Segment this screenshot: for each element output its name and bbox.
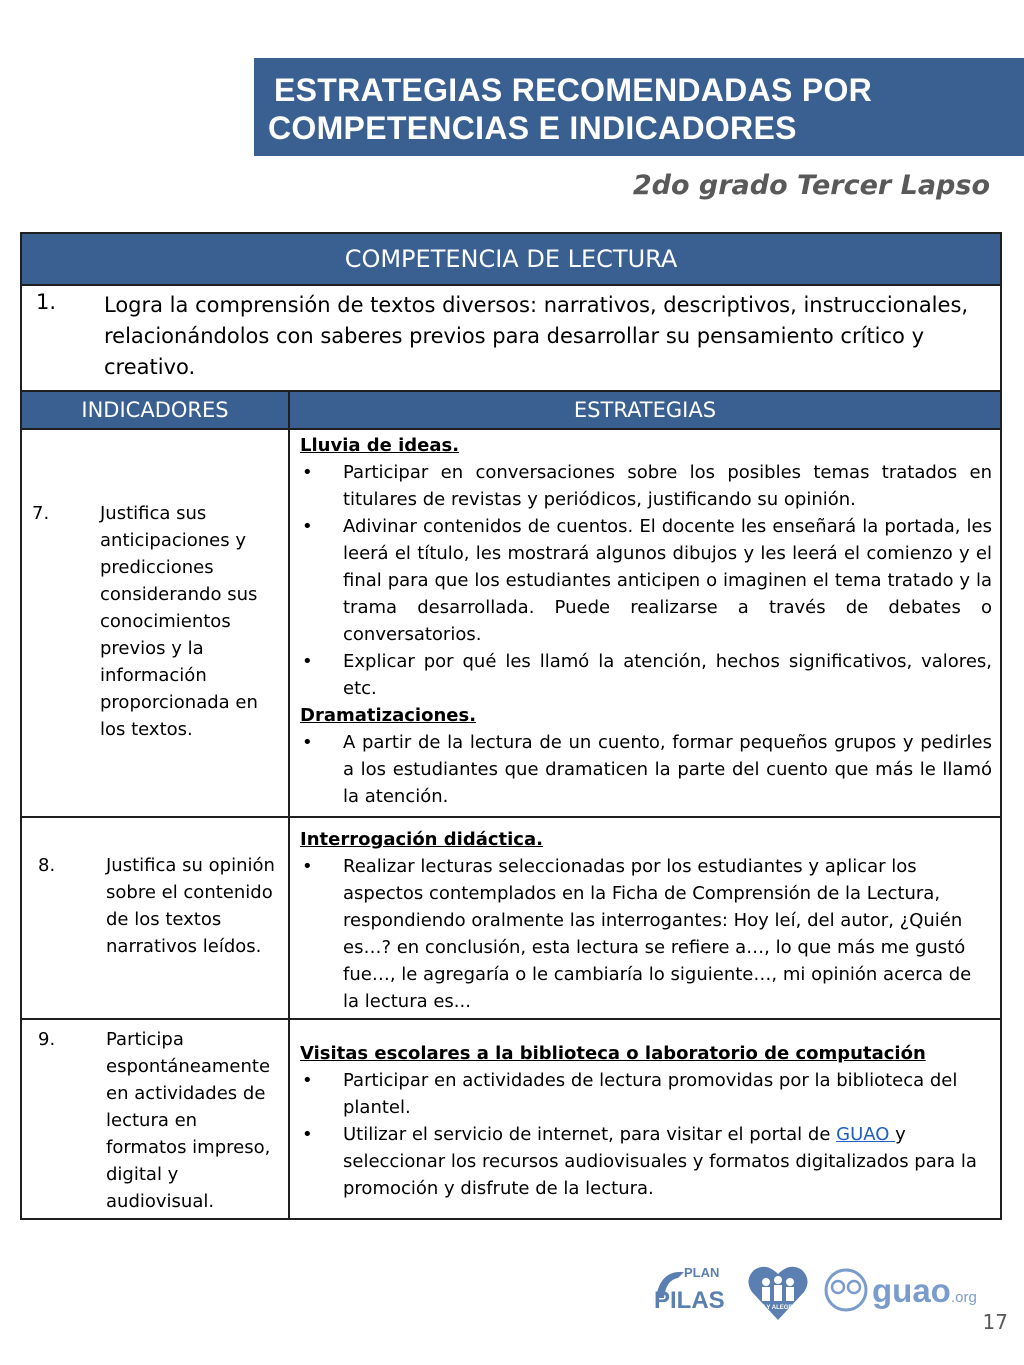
title-line-1: ESTRATEGIAS RECOMENDADAS POR bbox=[274, 72, 873, 108]
competence-text: Logra la comprensión de textos diversos: narrativos, descriptivos, instruccionales, relacionándolos con saberes previos para desarrollar su pensamiento crítico y creativo. bbox=[104, 293, 969, 379]
plan-pilas-logo bbox=[654, 1265, 725, 1314]
strategy-heading: Dramatizaciones. bbox=[300, 705, 477, 726]
indicator-text: Justifica su opinión sobre el contenido de los textos narrativos leídos. bbox=[106, 855, 275, 957]
bullet-text: y seleccionar los recursos audiovisuales y formatos digitalizados para la promoción y disfrute de la lectura. bbox=[343, 1124, 977, 1199]
guao-logo bbox=[826, 1270, 977, 1310]
strategy-cell bbox=[300, 1040, 992, 1202]
column-header-indicadores: INDICADORES bbox=[81, 398, 229, 422]
page-number: 17 bbox=[982, 1310, 1008, 1334]
strategy-bullet: • A partir de la lectura de un cuento, formar pequeños grupos y pedirles a los estudiantes que dramaticen la parte del cuento que más le llamó la atención. bbox=[300, 729, 992, 810]
guao-link[interactable]: GUAO bbox=[836, 1124, 896, 1145]
plan-label: PLAN bbox=[684, 1265, 720, 1280]
pilas-label: PILAS bbox=[654, 1287, 725, 1314]
partner-logos bbox=[650, 1262, 1000, 1322]
title-banner bbox=[254, 58, 1024, 156]
row-divider bbox=[22, 816, 1000, 818]
column-header-estrategias: ESTRATEGIAS bbox=[573, 398, 717, 422]
strategy-heading: Lluvia de ideas. bbox=[300, 435, 460, 456]
indicator-number: 7. bbox=[32, 503, 50, 524]
guao-suffix: .org bbox=[951, 1289, 977, 1306]
competence-table bbox=[20, 232, 1002, 1220]
guao-label: guao bbox=[872, 1272, 951, 1309]
row-divider bbox=[22, 1018, 1000, 1020]
strategy-heading: Visitas escolares a la biblioteca o laboratorio de computación bbox=[300, 1043, 926, 1064]
column-divider bbox=[288, 390, 290, 1220]
strategy-bullet: • Participar en conversaciones sobre los posibles temas tratados en titulares de revistas y periódicos, justificando su opinión. bbox=[300, 459, 992, 513]
strategy-heading: Interrogación didáctica. bbox=[300, 829, 543, 850]
strategy-bullet-with-link bbox=[300, 1121, 992, 1202]
column-headers bbox=[22, 390, 1000, 430]
indicator-number: 8. bbox=[38, 855, 56, 876]
indicator-text: Justifica sus anticipaciones y predicciones considerando sus conocimientos previos y la información proporcionada en los textos. bbox=[100, 503, 258, 740]
strategy-bullet: • Realizar lecturas seleccionadas por los estudiantes y aplicar los aspectos contemplados en la Ficha de Comprensión de la Lectura, respondiendo oralmente las interrogantes: Hoy leí, del autor, ¿Quién es…? en conclusión, esta lectura se refiere a…, lo que más me gustó fue…, le agregaría o le cambiaría lo siguiente…, mi opinión acerca de la lectura es... bbox=[300, 853, 992, 1015]
indicator-number: 9. bbox=[38, 1029, 56, 1050]
strategy-cell bbox=[300, 432, 992, 810]
strategy-bullet: • Adivinar contenidos de cuentos. El docente les enseñará la portada, les leerá el título, les mostrará algunos dibujos y les leerá el comienzo y el final para que los estudiantes anticipen o imaginen el tema tratado y la trama desarrollada. Puede realizarse a través de debates o conversatorios. bbox=[300, 513, 992, 648]
indicator-text: Participa espontáneamente en actividades de lectura en formatos impreso, digital y audiovisual. bbox=[106, 1029, 271, 1212]
strategy-bullet: • Participar en actividades de lectura promovidas por la biblioteca del plantel. bbox=[300, 1067, 992, 1121]
strategy-cell bbox=[300, 826, 992, 1015]
title-line-2: COMPETENCIAS E INDICADORES bbox=[268, 110, 797, 146]
competence-number: 1. bbox=[36, 290, 57, 314]
strategy-bullet: • Explicar por qué les llamó la atención, hechos significativos, valores, etc. bbox=[300, 648, 992, 702]
fe-y-alegria-logo bbox=[748, 1267, 807, 1320]
grade-subtitle: 2do grado Tercer Lapso bbox=[632, 170, 990, 201]
table-header: COMPETENCIA DE LECTURA bbox=[22, 234, 1000, 286]
bullet-text: Utilizar el servicio de internet, para visitar el portal de bbox=[343, 1124, 837, 1145]
fe-y-alegria-label: FE Y ALEGRIA bbox=[757, 1305, 799, 1311]
